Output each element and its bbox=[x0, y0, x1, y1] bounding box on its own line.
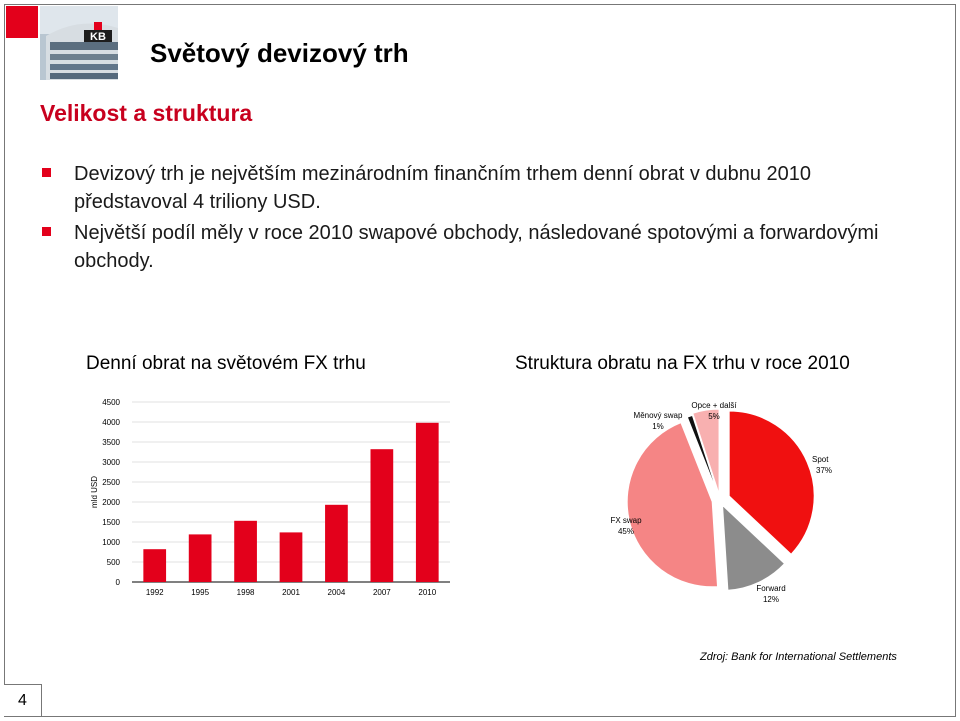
slice-percent-label: 37% bbox=[816, 466, 833, 475]
kb-building-image bbox=[40, 6, 118, 80]
slice-label: Forward bbox=[756, 584, 786, 593]
source-note: Zdroj: Bank for International Settlements bbox=[700, 651, 897, 663]
y-tick-label: 4500 bbox=[102, 398, 120, 407]
x-tick-label: 2010 bbox=[418, 588, 437, 597]
bar bbox=[371, 449, 394, 582]
kb-building-logo bbox=[40, 6, 118, 80]
bar bbox=[234, 521, 257, 582]
bar bbox=[143, 549, 166, 582]
y-tick-label: 2500 bbox=[102, 478, 120, 487]
pie-chart-title: Struktura obratu na FX trhu v roce 2010 bbox=[515, 353, 850, 374]
slice-percent-label: 45% bbox=[617, 527, 635, 536]
y-tick-label: 3000 bbox=[102, 458, 120, 467]
bullet-text: Devizový trh je největším mezinárodním finančním trhem denní obrat v dubnu 2010 představoval 4 triliony USD. bbox=[74, 163, 812, 213]
slice-percent-label: 5% bbox=[708, 412, 720, 421]
y-tick-label: 0 bbox=[115, 578, 120, 587]
y-tick-label: 1500 bbox=[102, 518, 120, 527]
bar-chart bbox=[80, 390, 460, 610]
pie-chart bbox=[590, 390, 930, 620]
slice-label: FX swap bbox=[610, 516, 642, 525]
kb-logo-text: KB bbox=[90, 31, 106, 43]
y-tick-label: 4000 bbox=[102, 418, 120, 427]
x-tick-label: 2007 bbox=[372, 588, 391, 597]
bar-chart-title: Denní obrat na světovém FX trhu bbox=[86, 353, 366, 374]
y-tick-label: 500 bbox=[106, 558, 120, 567]
bullet-text: Největší podíl měly v roce 2010 swapové obchody, následované spotovými a forwardovými obchody. bbox=[74, 222, 879, 272]
x-tick-label: 2004 bbox=[327, 588, 346, 597]
bar bbox=[280, 532, 303, 582]
brand-red-square bbox=[6, 6, 38, 38]
bar bbox=[189, 534, 212, 582]
bar bbox=[416, 423, 439, 582]
page-number: 4 bbox=[4, 684, 42, 716]
slice-label: Měnový swap bbox=[633, 411, 683, 420]
y-tick-label: 1000 bbox=[102, 538, 120, 547]
slide-subtitle: Velikost a struktura bbox=[40, 100, 253, 126]
bullet-list bbox=[40, 160, 910, 278]
y-tick-label: 3500 bbox=[102, 438, 120, 447]
slice-label: Spot bbox=[812, 455, 829, 464]
bullet-item bbox=[40, 160, 910, 216]
bullet-item bbox=[40, 219, 910, 275]
x-tick-label: 1998 bbox=[236, 588, 255, 597]
bullet-square-icon bbox=[42, 168, 51, 177]
slice-percent-label: 1% bbox=[652, 422, 664, 431]
x-tick-label: 1995 bbox=[191, 588, 210, 597]
x-tick-label: 2001 bbox=[282, 588, 300, 597]
x-tick-label: 1992 bbox=[145, 588, 164, 597]
slice-percent-label: 12% bbox=[762, 595, 780, 604]
slice-label: Opce + další bbox=[691, 401, 737, 410]
y-tick-label: 2000 bbox=[102, 498, 120, 507]
y-axis-label: mld USD bbox=[90, 475, 99, 509]
bullet-square-icon bbox=[42, 227, 51, 236]
bar bbox=[325, 505, 348, 582]
slide-title: Světový devizový trh bbox=[150, 38, 409, 68]
